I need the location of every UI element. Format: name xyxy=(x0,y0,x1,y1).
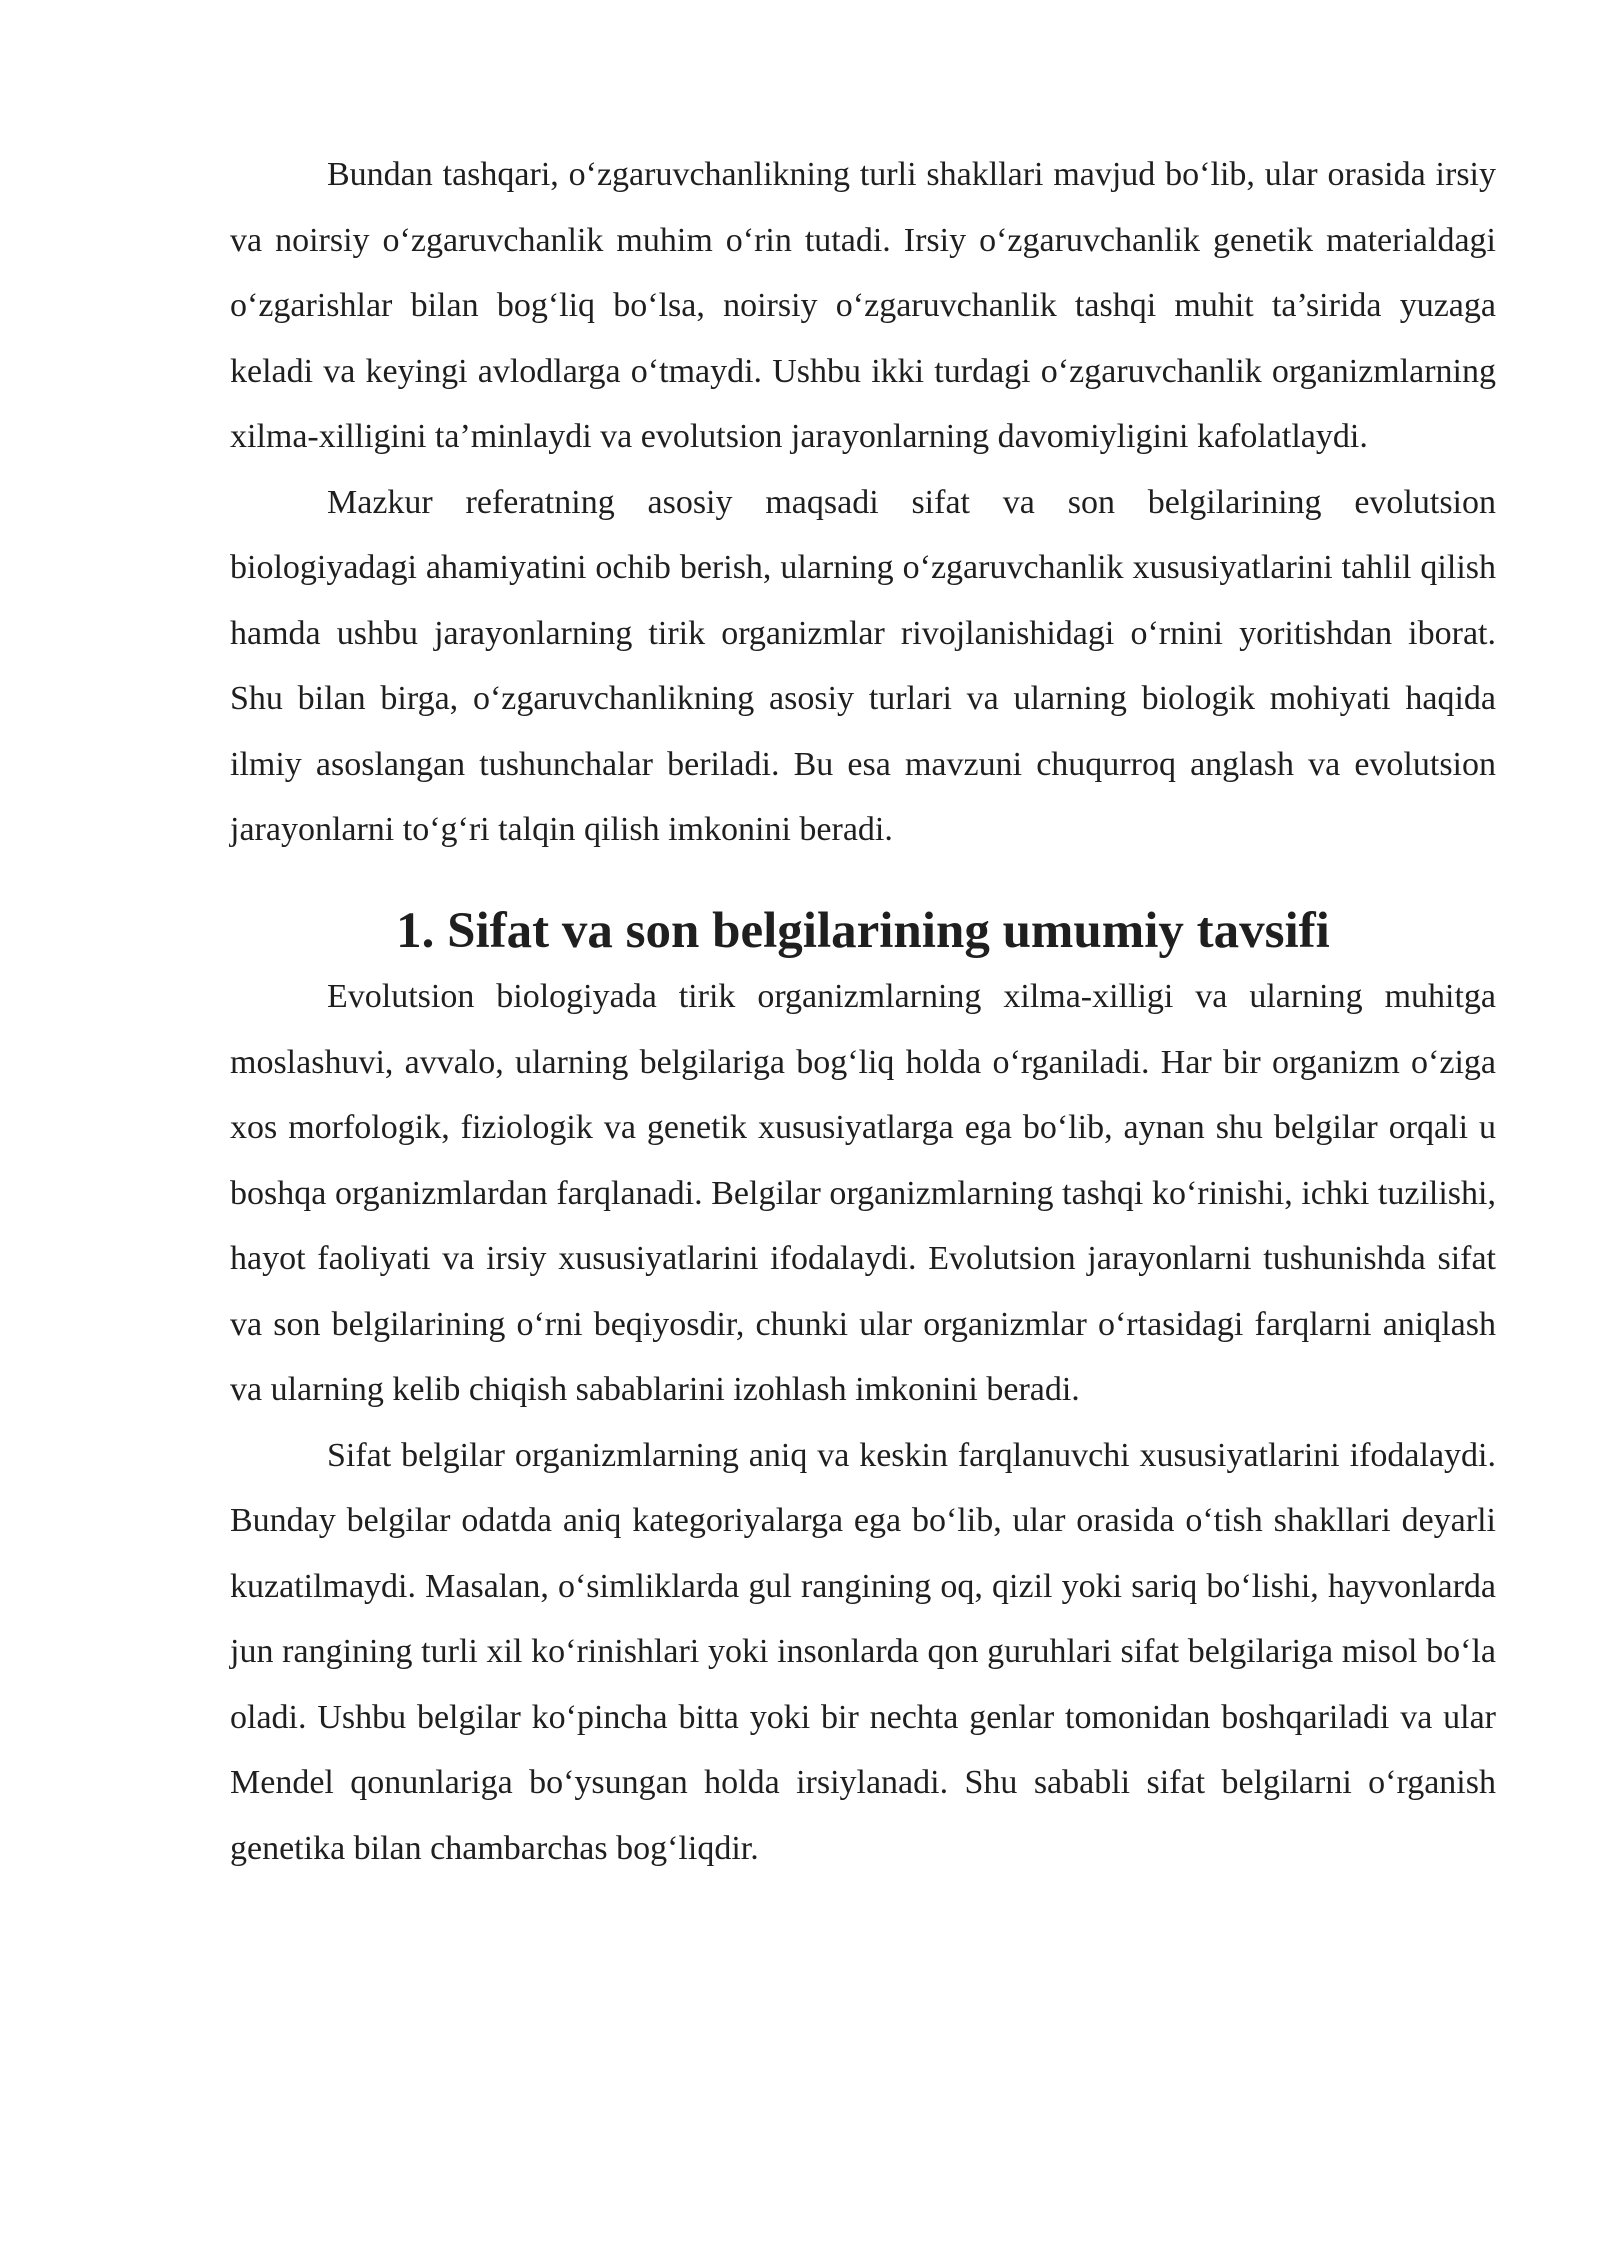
paragraph-traits-overview: Evolutsion biologiyada tirik organizmlarning xilma-xilligi va ularning muhitga moslashuvi, avvalo, ularning belgilariga bog‘liq holda o‘rganiladi. Har bir organizm o‘ziga xos morfologik, fiziologik va genetik xususiyatlarga ega bo‘lib, aynan shu belgilar orqali u boshqa organizmlardan farqlanadi. Belgilar organizmlarning tashqi ko‘rinishi, ichki tuzilishi, hayot faoliyati va irsiy xususiyatlarini ifodalaydi. Evolutsion jarayonlarni tushunishda sifat va son belgilarining o‘rni beqiyosdir, chunki ular organizmlar o‘rtasidagi farqlarni aniqlash va ularning kelib chiqish sabablarini izohlash imkonini beradi. xyxy=(230,978,1496,1408)
document-body xyxy=(230,142,1496,1881)
paragraph-variability-types: Bundan tashqari, o‘zgaruvchanlikning turli shakllari mavjud bo‘lib, ular orasida irsiy va noirsiy o‘zgaruvchanlik muhim o‘rin tutadi. Irsiy o‘zgaruvchanlik genetik materialdagi o‘zgarishlar bilan bog‘liq bo‘lsa, noirsiy o‘zgaruvchanlik tashqi muhit ta’sirida yuzaga keladi va keyingi avlodlarga o‘tmaydi. Ushbu ikki turdagi o‘zgaruvchanlik organizmlarning xilma-xilligini ta’minlaydi va evolutsion jarayonlarning davomiyligini kafolatlaydi. xyxy=(230,156,1496,455)
paragraph-qualitative-traits: Sifat belgilar organizmlarning aniq va keskin farqlanuvchi xususiyatlarini ifodalaydi. Bunday belgilar odatda aniq kategoriyalarga ega bo‘lib, ular orasida o‘tish shakllari deyarli kuzatilmaydi. Masalan, o‘simliklarda gul rangining oq, qizil yoki sariq bo‘lishi, hayvonlarda jun rangining turli xil ko‘rinishlari yoki insonlarda qon guruhlari sifat belgilariga misol bo‘la oladi. Ushbu belgilar ko‘pincha bitta yoki bir nechta genlar tomonidan boshqariladi va ular Mendel qonunlariga bo‘ysungan holda irsiylanadi. Shu sababli sifat belgilarni o‘rganish genetika bilan chambarchas bog‘liqdir. xyxy=(230,1436,1496,1867)
paragraph-report-aim: Mazkur referatning asosiy maqsadi sifat va son belgilarining evolutsion biologiyadagi ahamiyatini ochib berish, ularning o‘zgaruvchanlik xususiyatlarini tahlil qilish hamda ushbu jarayonlarning tirik organizmlar rivojlanishidagi o‘rnini yoritishdan iborat. Shu bilan birga, o‘zgaruvchanlikning asosiy turlari va ularning biologik mohiyati haqida ilmiy asoslangan tushunchalar beriladi. Bu esa mavzuni chuqurroq anglash va evolutsion jarayonlarni to‘g‘ri talqin qilish imkonini beradi. xyxy=(230,483,1496,848)
section-heading: 1. Sifat va son belgilarining umumiy tavsifi xyxy=(396,902,1330,959)
